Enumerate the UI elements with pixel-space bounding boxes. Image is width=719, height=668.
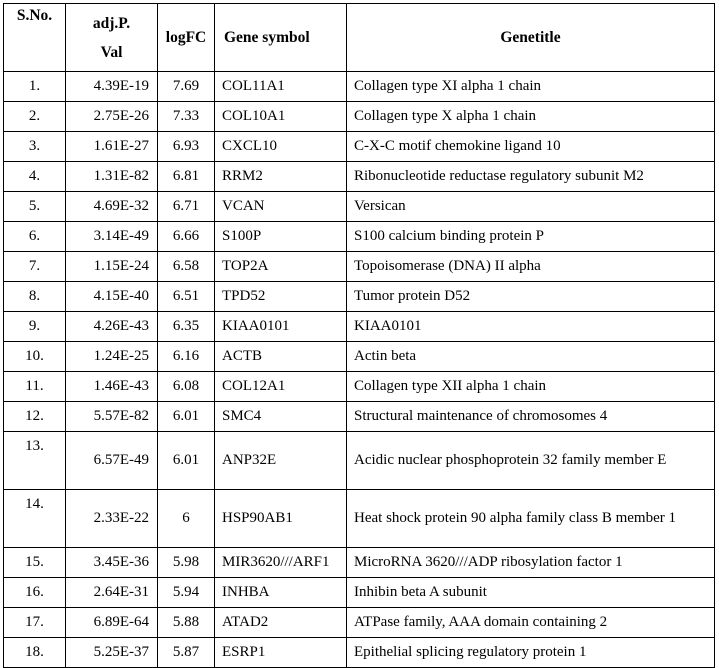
row-adj-p-val: 5.57E-82	[66, 402, 158, 432]
row-gene-symbol: S100P	[215, 222, 347, 252]
row-adj-p-val: 6.57E-49	[66, 432, 158, 490]
table-row	[4, 282, 715, 312]
table-row	[4, 102, 715, 132]
row-adj-p-val: 5.25E-37	[66, 638, 158, 668]
table-row	[4, 252, 715, 282]
row-logfc: 6.93	[158, 132, 215, 162]
header-adj-p-val	[66, 4, 158, 72]
row-adj-p-val: 1.24E-25	[66, 342, 158, 372]
row-genetitle: MicroRNA 3620///ADP ribosylation factor 1	[347, 548, 715, 578]
row-genetitle: Ribonucleotide reductase regulatory subunit M2	[347, 162, 715, 192]
row-logfc: 5.94	[158, 578, 215, 608]
gene-table	[3, 3, 715, 668]
table-row	[4, 162, 715, 192]
row-genetitle: Collagen type X alpha 1 chain	[347, 102, 715, 132]
row-gene-symbol: ATAD2	[215, 608, 347, 638]
row-adj-p-val: 2.75E-26	[66, 102, 158, 132]
table-row	[4, 132, 715, 162]
row-logfc: 6.08	[158, 372, 215, 402]
row-logfc: 6.01	[158, 402, 215, 432]
header-adj-line1: adj.P.	[92, 14, 131, 32]
row-gene-symbol: INHBA	[215, 578, 347, 608]
row-sno: 18.	[4, 638, 66, 668]
table-row	[4, 72, 715, 102]
table-row	[4, 432, 715, 490]
table-row	[4, 222, 715, 252]
row-sno: 3.	[4, 132, 66, 162]
row-logfc: 6.58	[158, 252, 215, 282]
row-sno: 8.	[4, 282, 66, 312]
table-row	[4, 490, 715, 548]
row-adj-p-val: 3.14E-49	[66, 222, 158, 252]
row-adj-p-val: 4.15E-40	[66, 282, 158, 312]
row-adj-p-val: 2.33E-22	[66, 490, 158, 548]
row-sno: 1.	[4, 72, 66, 102]
row-gene-symbol: TOP2A	[215, 252, 347, 282]
row-gene-symbol: ESRP1	[215, 638, 347, 668]
row-logfc: 6.16	[158, 342, 215, 372]
row-sno: 17.	[4, 608, 66, 638]
table-body	[4, 72, 715, 668]
row-logfc: 6.01	[158, 432, 215, 490]
row-logfc: 6.71	[158, 192, 215, 222]
row-adj-p-val: 2.64E-31	[66, 578, 158, 608]
row-adj-p-val: 6.89E-64	[66, 608, 158, 638]
row-gene-symbol: ANP32E	[215, 432, 347, 490]
row-gene-symbol: COL12A1	[215, 372, 347, 402]
row-sno: 11.	[4, 372, 66, 402]
row-sno: 6.	[4, 222, 66, 252]
row-adj-p-val: 1.15E-24	[66, 252, 158, 282]
row-gene-symbol: COL11A1	[215, 72, 347, 102]
row-adj-p-val: 1.61E-27	[66, 132, 158, 162]
gene-table-container	[3, 3, 715, 668]
row-genetitle: Inhibin beta A subunit	[347, 578, 715, 608]
row-logfc: 5.87	[158, 638, 215, 668]
row-gene-symbol: TPD52	[215, 282, 347, 312]
header-gene-symbol: Gene symbol	[215, 4, 347, 72]
row-genetitle: Actin beta	[347, 342, 715, 372]
table-row	[4, 192, 715, 222]
row-gene-symbol: KIAA0101	[215, 312, 347, 342]
header-logfc: logFC	[158, 4, 215, 72]
row-gene-symbol: MIR3620///ARF1	[215, 548, 347, 578]
row-genetitle: Versican	[347, 192, 715, 222]
row-gene-symbol: HSP90AB1	[215, 490, 347, 548]
row-sno: 13.	[4, 432, 66, 490]
row-genetitle: Collagen type XII alpha 1 chain	[347, 372, 715, 402]
row-gene-symbol: COL10A1	[215, 102, 347, 132]
row-genetitle: Epithelial splicing regulatory protein 1	[347, 638, 715, 668]
row-adj-p-val: 4.69E-32	[66, 192, 158, 222]
row-gene-symbol: RRM2	[215, 162, 347, 192]
table-row	[4, 342, 715, 372]
header-row	[4, 4, 715, 72]
row-genetitle: Acidic nuclear phosphoprotein 32 family member E	[347, 432, 715, 490]
row-genetitle: Structural maintenance of chromosomes 4	[347, 402, 715, 432]
row-sno: 10.	[4, 342, 66, 372]
row-logfc: 7.69	[158, 72, 215, 102]
header-genetitle: Genetitle	[347, 4, 715, 72]
row-sno: 7.	[4, 252, 66, 282]
row-gene-symbol: SMC4	[215, 402, 347, 432]
row-adj-p-val: 1.46E-43	[66, 372, 158, 402]
row-genetitle: C-X-C motif chemokine ligand 10	[347, 132, 715, 162]
row-sno: 4.	[4, 162, 66, 192]
row-logfc: 5.88	[158, 608, 215, 638]
row-genetitle: S100 calcium binding protein P	[347, 222, 715, 252]
row-gene-symbol: ACTB	[215, 342, 347, 372]
row-logfc: 6.35	[158, 312, 215, 342]
row-genetitle: Heat shock protein 90 alpha family class B member 1	[347, 490, 715, 548]
table-row	[4, 578, 715, 608]
table-row	[4, 638, 715, 668]
row-sno: 2.	[4, 102, 66, 132]
row-sno: 9.	[4, 312, 66, 342]
row-sno: 12.	[4, 402, 66, 432]
row-genetitle: Tumor protein D52	[347, 282, 715, 312]
row-genetitle: KIAA0101	[347, 312, 715, 342]
row-gene-symbol: VCAN	[215, 192, 347, 222]
row-logfc: 5.98	[158, 548, 215, 578]
row-sno: 5.	[4, 192, 66, 222]
table-row	[4, 372, 715, 402]
row-logfc: 7.33	[158, 102, 215, 132]
row-genetitle: Collagen type XI alpha 1 chain	[347, 72, 715, 102]
row-genetitle: Topoisomerase (DNA) II alpha	[347, 252, 715, 282]
row-adj-p-val: 4.39E-19	[66, 72, 158, 102]
row-adj-p-val: 1.31E-82	[66, 162, 158, 192]
row-sno: 14.	[4, 490, 66, 548]
row-logfc: 6.51	[158, 282, 215, 312]
row-adj-p-val: 3.45E-36	[66, 548, 158, 578]
row-adj-p-val: 4.26E-43	[66, 312, 158, 342]
row-sno: 16.	[4, 578, 66, 608]
table-row	[4, 608, 715, 638]
table-row	[4, 402, 715, 432]
row-logfc: 6	[158, 490, 215, 548]
row-gene-symbol: CXCL10	[215, 132, 347, 162]
header-sno: S.No.	[4, 4, 66, 72]
row-sno: 15.	[4, 548, 66, 578]
header-adj-line2: Val	[100, 43, 123, 61]
table-row	[4, 312, 715, 342]
row-logfc: 6.81	[158, 162, 215, 192]
row-genetitle: ATPase family, AAA domain containing 2	[347, 608, 715, 638]
table-row	[4, 548, 715, 578]
row-logfc: 6.66	[158, 222, 215, 252]
